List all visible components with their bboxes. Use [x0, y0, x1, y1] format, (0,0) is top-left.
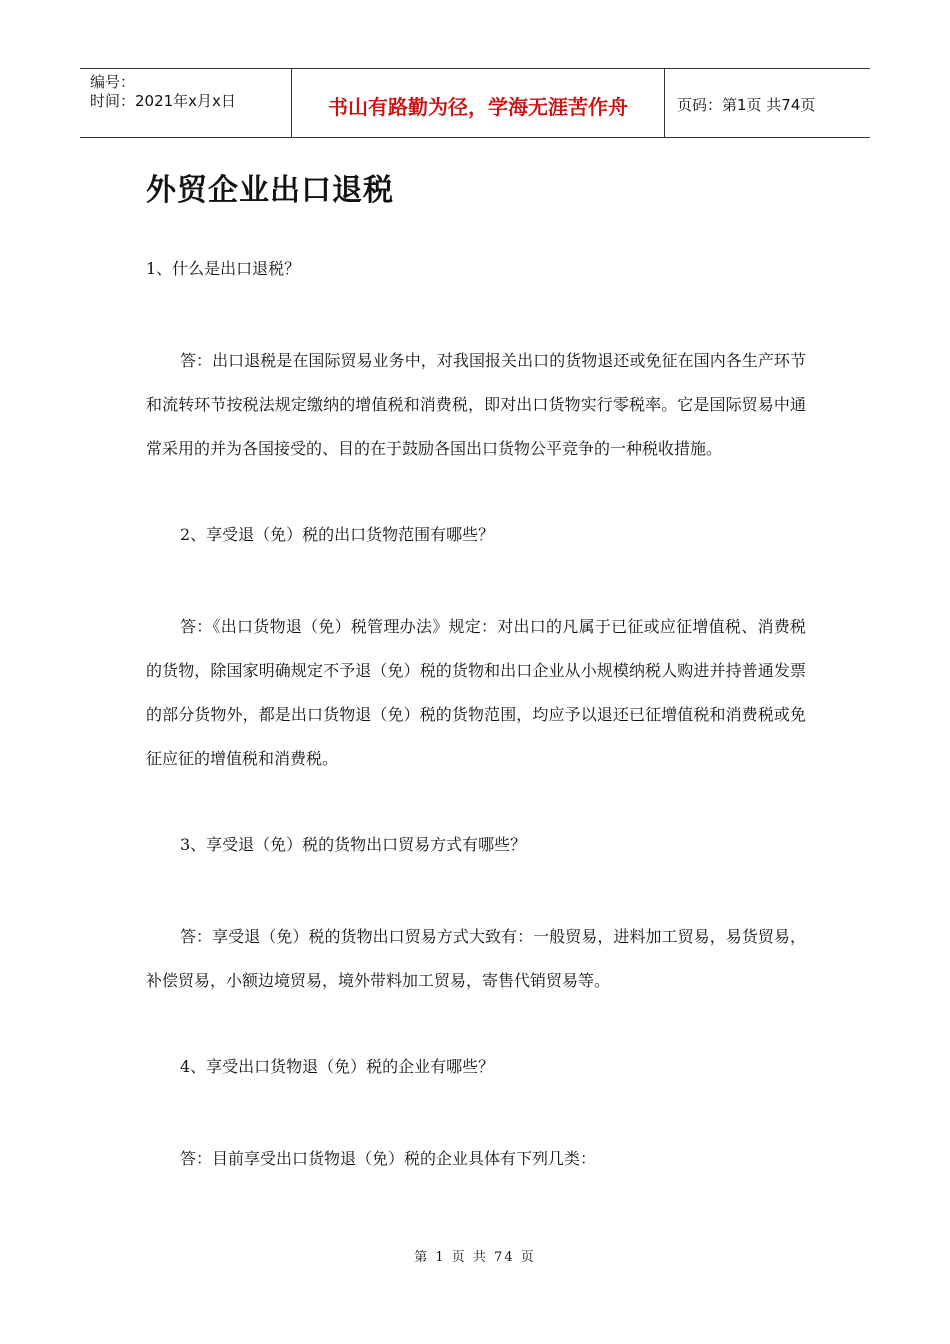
- number-label: 编号：: [90, 73, 136, 91]
- question-1: 1、什么是出口退税？: [146, 259, 301, 278]
- question-3: 3、享受退（免）税的货物出口贸易方式有哪些？: [180, 835, 527, 854]
- header-page-info: 页码：第1页 共74页: [677, 95, 816, 114]
- document-title: 外贸企业出口退税: [146, 173, 394, 208]
- page-footer: 第 1 页 共 74 页: [414, 1250, 536, 1265]
- document-body: [146, 255, 806, 1181]
- answer-4: 答：目前享受出口货物退（免）税的企业具体有下列几类：: [180, 1149, 597, 1168]
- answer-3: 答：享受退（免）税的货物出口贸易方式大致有：一般贸易，进料加工贸易，易货贸易，补偿贸易，小额边境贸易，境外带料加工贸易，寄售代销贸易等。: [146, 927, 806, 990]
- question-2: 2、享受退（免）税的出口货物范围有哪些？: [180, 525, 495, 544]
- answer-2: 答：《出口货物退（免）税管理办法》规定：对出口的凡属于已征或应征增值税、消费税的货物，除国家明确规定不予退（免）税的货物和出口企业从小规模纳税人购进并持普通发票的部分货物外，都是出口货物退（免）税的货物范围，均应予以退还已征增值税和消费税或免征应征的增值税和消费税。: [146, 617, 806, 768]
- header-meta: [80, 69, 292, 137]
- header-motto: 书山有路勤为径，学海无涯苦作舟: [292, 69, 665, 137]
- question-4: 4、享受出口货物退（免）税的企业有哪些？: [180, 1057, 495, 1076]
- answer-1: 答：出口退税是在国际贸易业务中，对我国报关出口的货物退还或免征在国内各生产环节和流转环节按税法规定缴纳的增值税和消费税，即对出口货物实行零税率。它是国际贸易中通常采用的并为各国接受的、目的在于鼓励各国出口货物公平竞争的一种税收措施。: [146, 351, 806, 458]
- document-header: [80, 68, 870, 138]
- time-label: 时间：2021年x月x日: [90, 92, 236, 110]
